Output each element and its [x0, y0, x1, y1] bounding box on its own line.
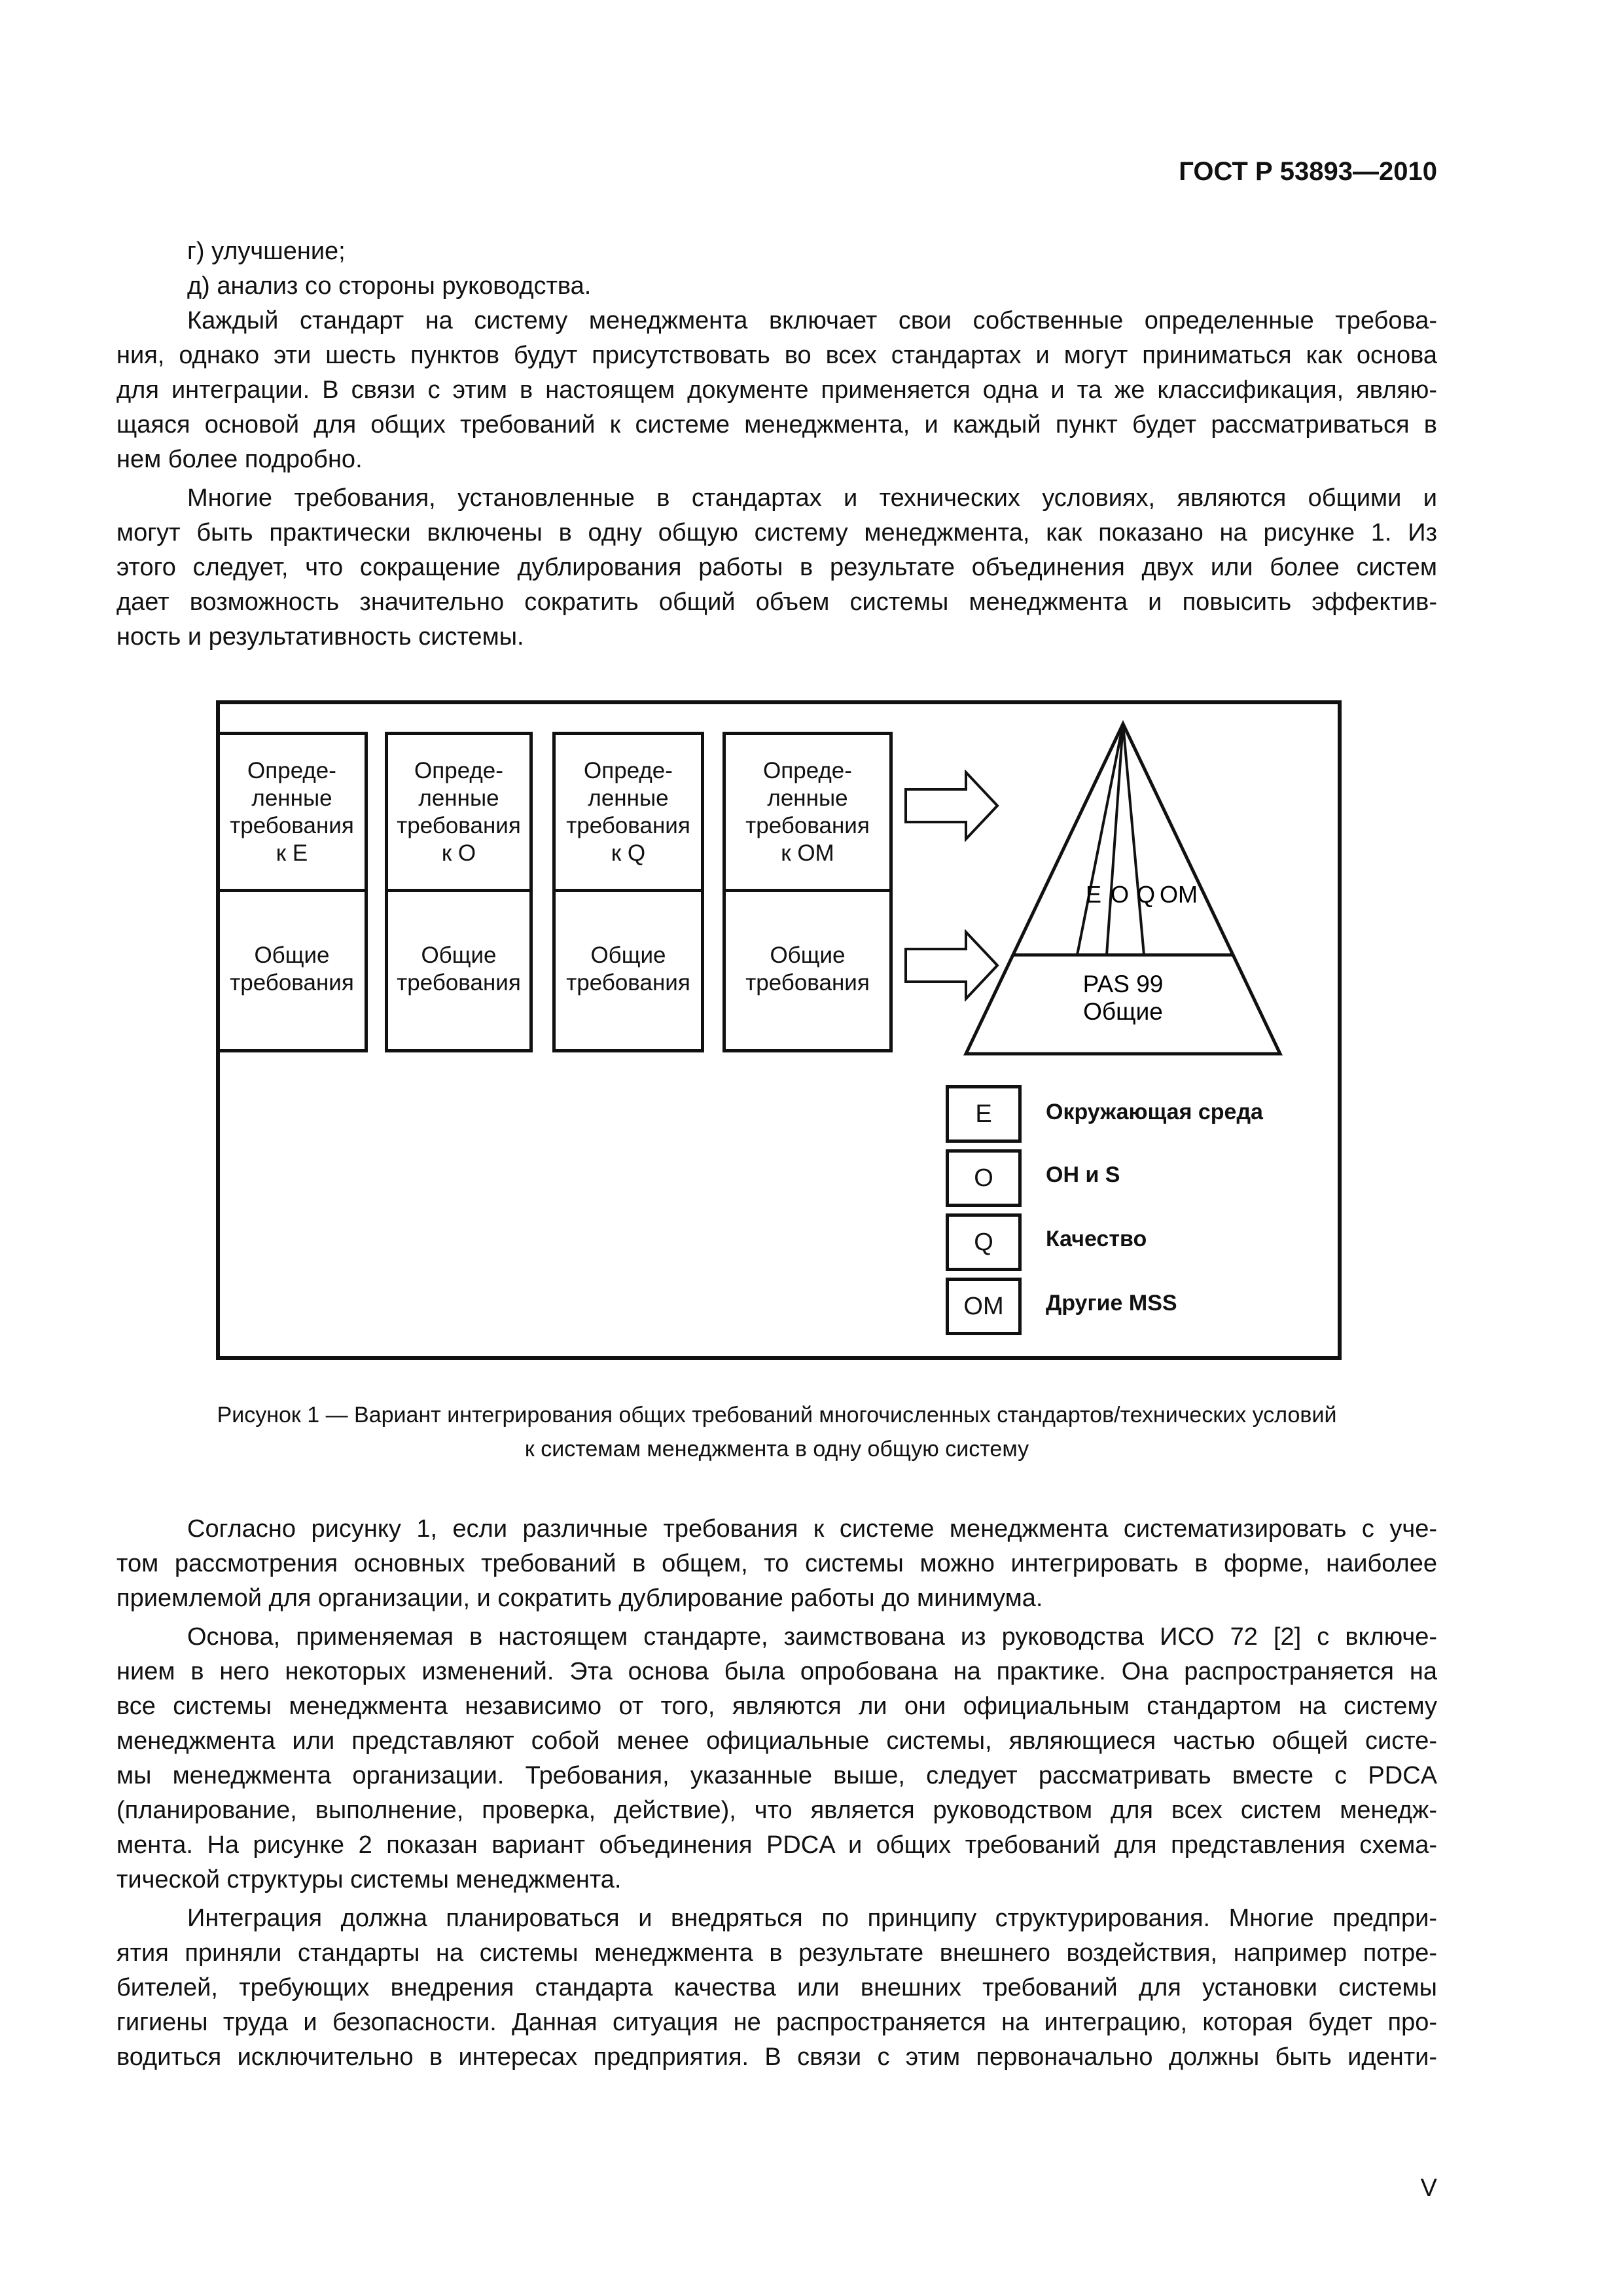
- page-number: V: [1420, 2174, 1437, 2202]
- column-o: [385, 732, 533, 1052]
- specific-requirements-o: Опреде- ленные требования к О: [388, 735, 529, 892]
- caption-line: Рисунок 1 — Вариант интегрирования общих требований многочисленных стандартов/технических условий: [217, 1403, 1337, 1427]
- text-line: мента. На рисунке 2 показан вариант объединения PDCA и общих требований для представления схема-: [116, 1831, 1437, 1859]
- text-line: Основа, применяемая в настоящем стандарте, заимствована из руководства ИСО 72 [2] с включе-: [187, 1623, 1437, 1651]
- general-requirements-om: Общие требования: [745, 942, 870, 996]
- text-line: ятия приняли стандарты на системы менеджмента в результате внешнего воздействия, например потре-: [116, 1939, 1437, 1967]
- legend-label-om: Другие MSS: [1046, 1291, 1177, 1316]
- text-line: приемлемой для организации, и сократить дублирование работы до минимума.: [116, 1585, 1043, 1612]
- column-e: [216, 732, 368, 1052]
- legend-label-o: OH и S: [1046, 1162, 1120, 1187]
- figure-caption: [116, 1398, 1437, 1466]
- text-line: Интеграция должна планироваться и внедряться по принципу структурирования. Многие предпри-: [187, 1905, 1437, 1932]
- legend-label-e: Окружающая среда: [1046, 1100, 1263, 1124]
- text-line: нем более подробно.: [116, 446, 363, 473]
- pyramid-base-title: PAS 99: [1082, 971, 1164, 997]
- text-line: этого следует, что сокращение дублирования работы в результате объединения двух или более систем: [116, 554, 1437, 581]
- segment-q: Q: [1136, 881, 1156, 908]
- specific-requirements-om: Опреде- ленные требования к ОМ: [726, 735, 889, 892]
- text-line: менеджмента или представляют собой менее официальные системы, являющиеся частью общей систе-: [116, 1727, 1437, 1755]
- text-line: Согласно рисунку 1, если различные требования к системе менеджмента систематизировать с уче-: [187, 1515, 1437, 1543]
- legend-code-q: Q: [946, 1213, 1022, 1271]
- text-line: том рассмотрения основных требований в общем, то системы можно интегрировать в форме, наиболее: [116, 1550, 1437, 1577]
- column-q: [552, 732, 704, 1052]
- specific-requirements-q: Опреде- ленные требования к Q: [556, 735, 701, 892]
- segment-e: E: [1085, 881, 1102, 908]
- text-line: ния, однако эти шесть пунктов будут присутствовать во всех стандартах и могут приниматься как основа: [116, 342, 1437, 369]
- intro-text: [116, 234, 1437, 655]
- text-line: нием в него некоторых изменений. Эта основа была опробована на практике. Она распространяется на: [116, 1658, 1437, 1685]
- column-om: [722, 732, 893, 1052]
- legend-code-om: OM: [946, 1278, 1022, 1335]
- text-line: Каждый стандарт на систему менеджмента включает свои собственные определенные требова-: [187, 307, 1437, 334]
- text-line: бителей, требующих внедрения стандарта качества или внешних требований для установки системы: [116, 1974, 1437, 2001]
- segment-o: O: [1110, 881, 1130, 908]
- general-requirements-e: Общие требования: [230, 942, 354, 996]
- text-line: ность и результативность системы.: [116, 623, 524, 651]
- text-line: Многие требования, установленные в стандартах и технических условиях, являются общими и: [187, 484, 1437, 512]
- text-line: все системы менеджмента независимо от того, являются ли они официальным стандартом на систему: [116, 1693, 1437, 1720]
- figure-1: [216, 700, 1342, 1360]
- paragraph-3: [116, 1512, 1437, 1616]
- text-line: мы менеджмента организации. Требования, указанные выше, следует рассматривать вместе с PDCA: [116, 1762, 1437, 1789]
- legend-label-q: Качество: [1046, 1227, 1147, 1251]
- legend-code-o: O: [946, 1149, 1022, 1207]
- paragraph-2: [116, 481, 1437, 655]
- text-line: дает возможность значительно сократить общий объем системы менеджмента и повысить эффектив-: [116, 588, 1437, 616]
- list-item: д) анализ со стороны руководства.: [187, 272, 592, 300]
- text-line: для интеграции. В связи с этим в настоящем документе применяется одна и та же классификация, являю-: [116, 376, 1437, 404]
- text-line: тической структуры системы менеджмента.: [116, 1866, 622, 1893]
- text-line: щаяся основой для общих требований к системе менеджмента, и каждый пункт будет рассматриваться в: [116, 411, 1437, 439]
- text-line: гигиены труда и безопасности. Данная ситуация не распространяется на интеграцию, которая будет про-: [116, 2009, 1437, 2036]
- paragraph-4: [116, 1620, 1437, 1897]
- text-line: могут быть практически включены в одну общую систему менеджмента, как показано на рисунке 1. Из: [116, 519, 1437, 547]
- general-requirements-o: Общие требования: [397, 942, 521, 996]
- pas99-pyramid: [959, 717, 1287, 1058]
- list-item: г) улучшение;: [187, 238, 346, 265]
- paragraph-5: [116, 1901, 1437, 2075]
- document-code: ГОСТ Р 53893—2010: [1179, 157, 1437, 186]
- paragraph-1: [116, 304, 1437, 477]
- general-requirements-q: Общие требования: [566, 942, 690, 996]
- body-text: [116, 1512, 1437, 2075]
- specific-requirements-e: Опреде- ленные требования к Е: [219, 735, 365, 892]
- pyramid-base-label: Общие: [1083, 998, 1163, 1025]
- text-line: водиться исключительно в интересах предприятия. В связи с этим первоначально должны быть иденти-: [116, 2043, 1437, 2071]
- legend-code-e: E: [946, 1085, 1022, 1143]
- caption-line: к системам менеджмента в одну общую систему: [524, 1437, 1029, 1462]
- text-line: (планирование, выполнение, проверка, действие), что является руководством для всех систем менедж-: [116, 1797, 1437, 1824]
- segment-om: OM: [1160, 881, 1198, 908]
